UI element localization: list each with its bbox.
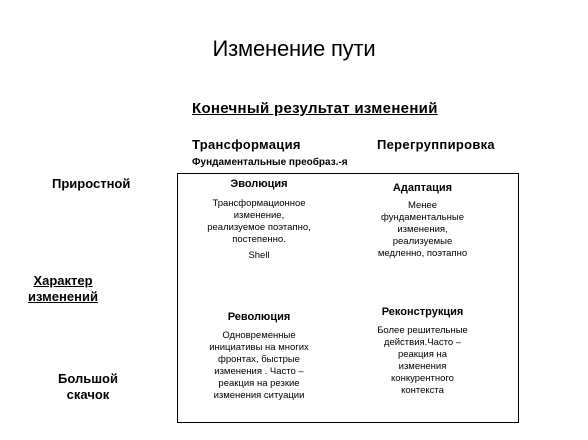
quadrant-adaptation bbox=[350, 182, 495, 260]
quadrant-evolution-line: изменение, bbox=[233, 210, 285, 221]
axis-label-line-1: Характер bbox=[33, 273, 93, 288]
column-header-realignment: Перегруппировка bbox=[377, 137, 495, 152]
quadrant-evolution-description bbox=[184, 198, 334, 246]
quadrant-adaptation-line: изменения, bbox=[397, 224, 448, 235]
row-label-incremental: Приростной bbox=[52, 176, 131, 191]
quadrant-evolution bbox=[184, 178, 334, 262]
row-label-big-bang-line-1: Большой bbox=[58, 371, 118, 386]
quadrant-revolution-line: фронтах, быстрые bbox=[218, 354, 300, 365]
page-title: Изменение пути bbox=[212, 36, 376, 61]
quadrant-reconstruction-line: реакция на bbox=[397, 349, 448, 360]
quadrant-reconstruction-description bbox=[350, 325, 495, 397]
quadrant-adaptation-line: фундаментальные bbox=[381, 212, 464, 223]
quadrant-evolution-example: Shell bbox=[248, 250, 270, 261]
quadrant-evolution-line: постепенно. bbox=[232, 234, 286, 245]
end-result-heading: Конечный результат изменений bbox=[192, 100, 438, 117]
quadrant-revolution-line: инициативы на многих bbox=[209, 342, 309, 353]
column-subheader-fundamental: Фундаментальные преобраз.-я bbox=[192, 157, 348, 168]
quadrant-reconstruction-line: контекста bbox=[401, 385, 444, 396]
quadrant-revolution-line: изменения . Часто – bbox=[214, 366, 304, 377]
quadrant-revolution-line: Одновременные bbox=[222, 330, 296, 341]
quadrant-evolution-line: реализуемое поэтапно, bbox=[207, 222, 311, 233]
quadrant-reconstruction-title: Реконструкция bbox=[381, 306, 464, 318]
quadrant-revolution-line: изменения ситуации bbox=[213, 390, 305, 401]
quadrant-adaptation-line: медленно, поэтапно bbox=[377, 248, 468, 259]
row-label-big-bang bbox=[48, 371, 128, 403]
quadrant-revolution-line: реакция на резкие bbox=[218, 378, 300, 389]
column-header-transformation: Трансформация bbox=[192, 137, 301, 152]
quadrant-reconstruction-line: Более решительные bbox=[377, 325, 468, 336]
quadrant-adaptation-description bbox=[350, 200, 495, 260]
quadrant-reconstruction-line: изменения bbox=[398, 361, 447, 372]
quadrant-revolution bbox=[184, 311, 334, 402]
quadrant-evolution-title: Эволюция bbox=[230, 178, 288, 190]
quadrant-reconstruction-line: действия.Часто – bbox=[383, 337, 462, 348]
quadrant-adaptation-title: Адаптация bbox=[392, 182, 453, 194]
row-label-big-bang-line-2: скачок bbox=[66, 387, 110, 402]
quadrant-reconstruction-line: конкурентного bbox=[391, 373, 454, 384]
quadrant-revolution-title: Революция bbox=[227, 311, 291, 323]
axis-label-nature-of-change bbox=[20, 273, 106, 305]
quadrant-adaptation-line: Менее bbox=[407, 200, 438, 211]
quadrant-evolution-line: Трансформационное bbox=[212, 198, 306, 209]
quadrant-adaptation-line: реализуемые bbox=[392, 236, 453, 247]
axis-label-line-2: изменений bbox=[28, 289, 98, 304]
quadrant-reconstruction bbox=[350, 306, 495, 397]
quadrant-revolution-description bbox=[184, 330, 334, 402]
